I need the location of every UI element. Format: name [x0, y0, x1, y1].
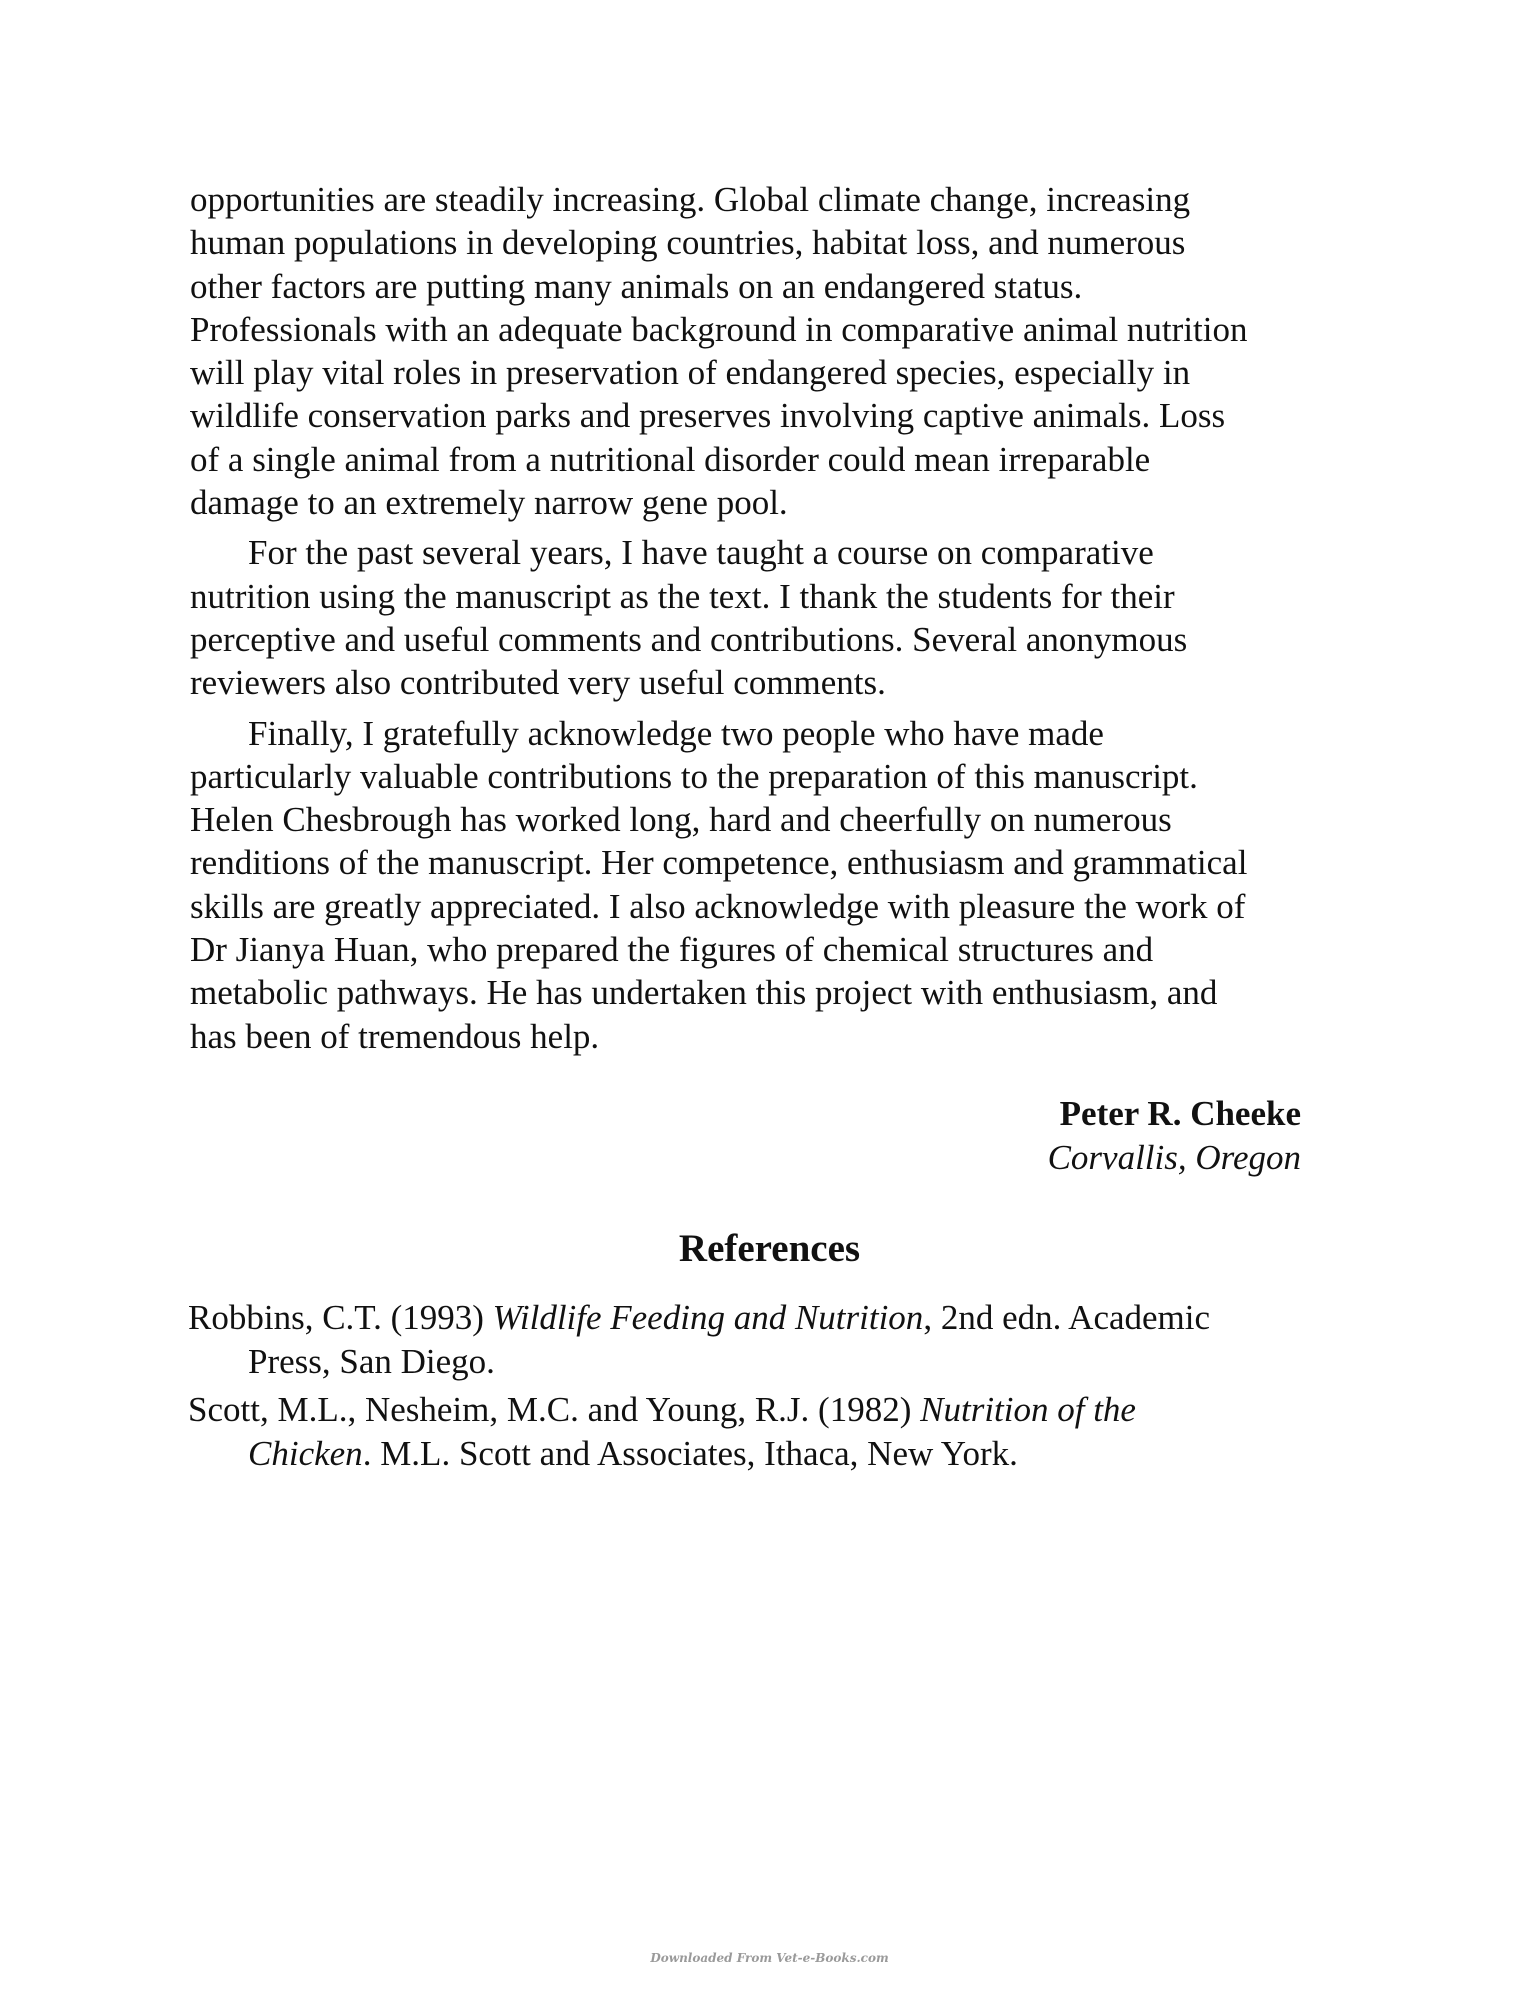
text-line: Helen Chesbrough has worked long, hard and cheerfully on numerous	[190, 800, 1172, 840]
reference-item	[188, 1388, 1348, 1476]
text-line: particularly valuable contributions to the preparation of this manuscript.	[190, 756, 1198, 796]
text-line: other factors are putting many animals on an endangered status.	[190, 266, 1083, 306]
text-line: renditions of the manuscript. Her competence, enthusiasm and grammatical	[190, 843, 1248, 883]
references-list	[188, 1296, 1348, 1480]
paragraph-2	[190, 531, 1340, 704]
reference-details: , 2nd edn. Academic	[923, 1298, 1211, 1337]
text-line: For the past several years, I have taught a course on comparative	[248, 533, 1154, 573]
text-line: opportunities are steadily increasing. Global climate change, increasing	[190, 180, 1191, 219]
reference-title: Wildlife Feeding and Nutrition	[492, 1298, 924, 1337]
signature-block	[1048, 1092, 1301, 1180]
text-line: damage to an extremely narrow gene pool.	[190, 483, 788, 523]
text-line: Professionals with an adequate background in comparative animal nutrition	[190, 309, 1248, 349]
references-heading: References	[678, 1227, 861, 1270]
body-text	[190, 178, 1340, 1065]
text-line: nutrition using the manuscript as the text. I thank the students for their	[190, 576, 1175, 616]
text-line: metabolic pathways. He has undertaken this project with enthusiasm, and	[190, 973, 1218, 1013]
text-line: human populations in developing countries, habitat loss, and numerous	[190, 223, 1186, 263]
text-line: reviewers also contributed very useful comments.	[190, 663, 886, 703]
download-watermark: Downloaded From Vet-e-Books.com	[650, 1951, 889, 1965]
reference-authors: Scott, M.L., Nesheim, M.C. and Young, R.J. (1982)	[188, 1390, 921, 1429]
text-line: Finally, I gratefully acknowledge two people who have made	[248, 713, 1104, 753]
reference-title: Nutrition of the	[920, 1390, 1136, 1429]
reference-item	[188, 1296, 1348, 1384]
text-line: of a single animal from a nutritional disorder could mean irreparable	[190, 439, 1151, 479]
text-line: perceptive and useful comments and contributions. Several anonymous	[190, 619, 1188, 659]
reference-line-continued	[188, 1340, 1348, 1384]
author-name: Peter R. Cheeke	[1059, 1094, 1301, 1133]
text-line: will play vital roles in preservation of endangered species, especially in	[190, 353, 1191, 393]
reference-title-continued: Chicken	[248, 1434, 363, 1473]
reference-line	[188, 1296, 1348, 1340]
text-line: wildlife conservation parks and preserves involving captive animals. Loss	[190, 396, 1226, 436]
reference-authors: Robbins, C.T. (1993)	[188, 1298, 493, 1337]
reference-publisher: . M.L. Scott and Associates, Ithaca, New York.	[362, 1434, 1018, 1473]
author-location: Corvallis, Oregon	[1047, 1138, 1301, 1177]
text-line: skills are greatly appreciated. I also acknowledge with pleasure the work of	[190, 886, 1246, 926]
paragraph-3	[190, 712, 1340, 1058]
reference-line	[188, 1388, 1348, 1432]
text-line: has been of tremendous help.	[190, 1016, 600, 1056]
reference-line-continued	[188, 1432, 1348, 1476]
text-line: Dr Jianya Huan, who prepared the figures of chemical structures and	[190, 930, 1154, 970]
paragraph-1	[190, 178, 1340, 524]
reference-publisher: Press, San Diego.	[248, 1342, 495, 1381]
